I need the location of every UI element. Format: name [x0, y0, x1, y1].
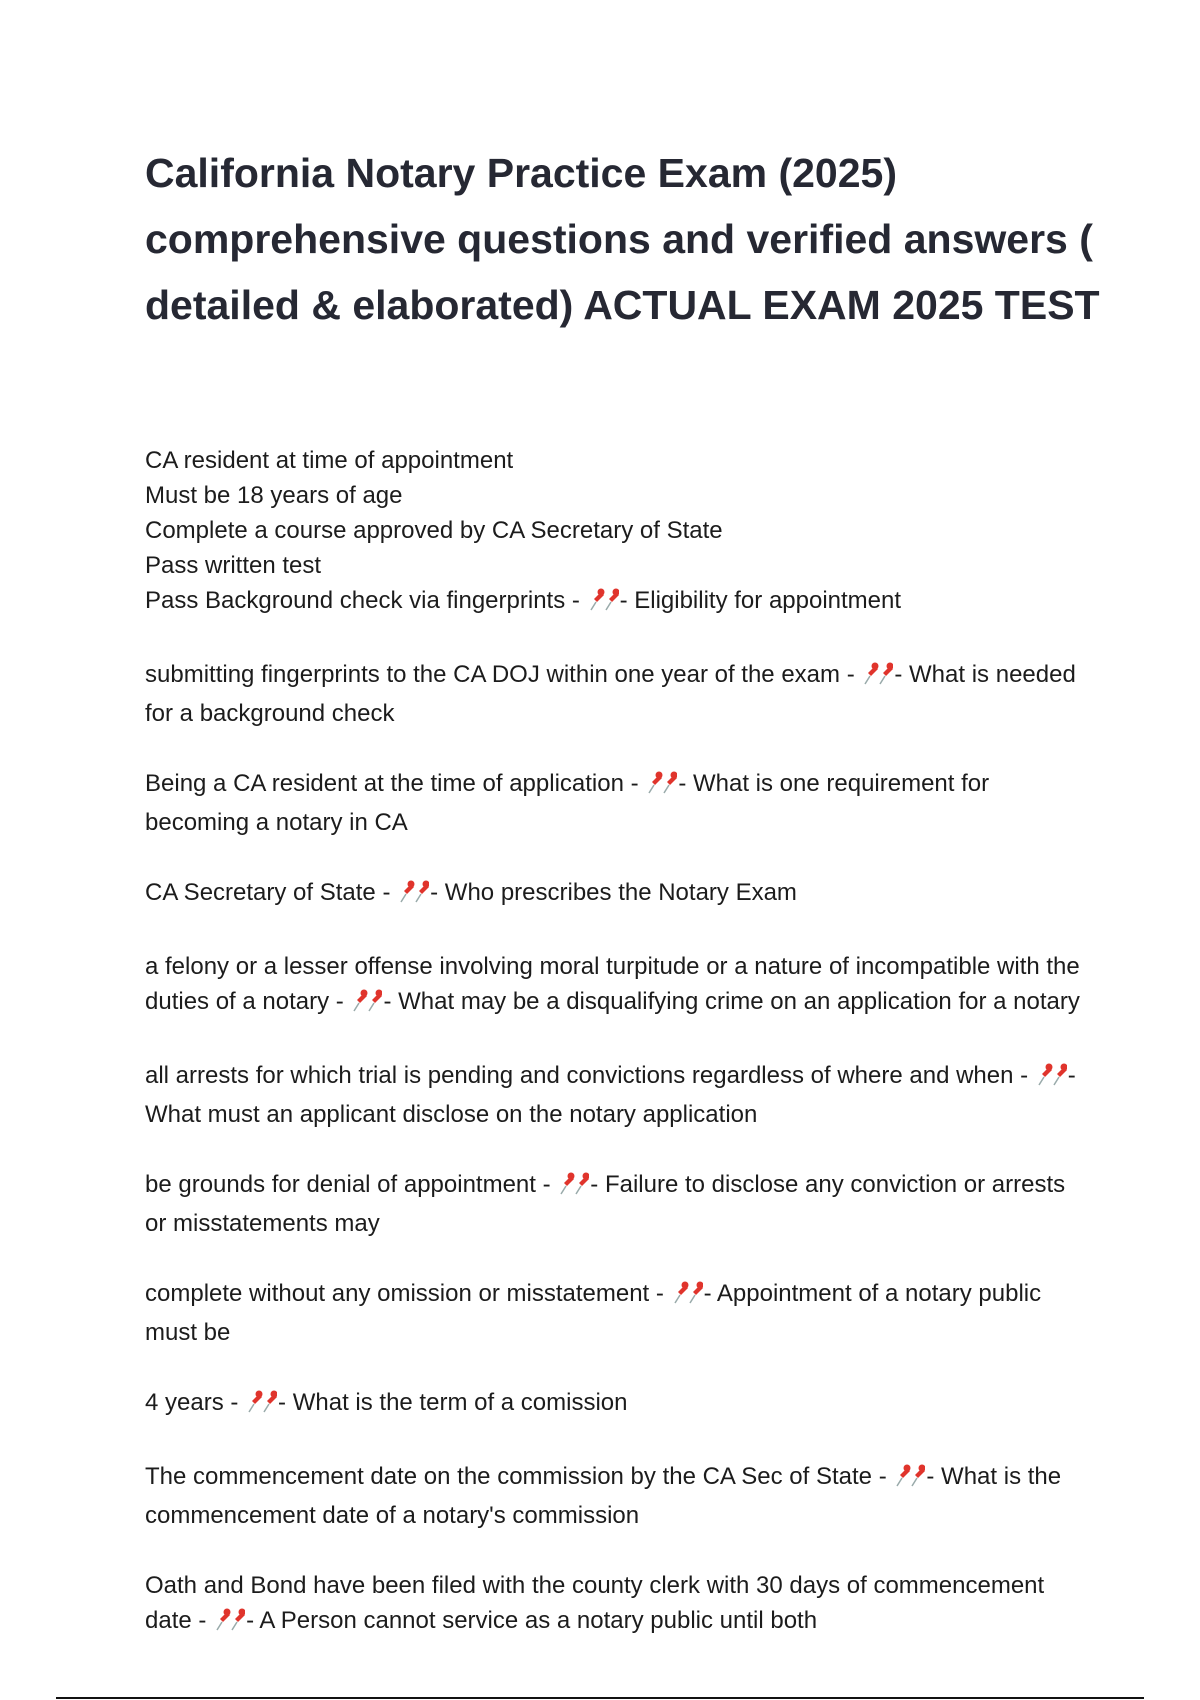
qa-item — [145, 1385, 1090, 1424]
answer-text: 4 years — [145, 1389, 224, 1416]
pushpin-icon — [247, 1388, 277, 1424]
qa-item — [145, 1276, 1090, 1350]
separator: - — [430, 879, 439, 906]
question-text: Appointment of a notary public must be — [145, 1280, 1042, 1346]
answer-text: Being a CA resident at the time of application — [145, 770, 624, 797]
qa-item — [145, 1568, 1090, 1642]
answer-text: a felony or a lesser offense involving moral turpitude or a nature of incompatible with the duties of a notary — [145, 953, 1080, 1015]
separator: - — [703, 1280, 712, 1307]
pushpin-icon — [352, 987, 382, 1023]
qa-item — [145, 1167, 1090, 1241]
question-text: A Person cannot service as a notary public until both — [259, 1607, 818, 1634]
answer-text: CA resident at time of appointment Must be 18 years of age Complete a course approved by CA Secretary of State Pass written test Pass Background check via fingerprints — [145, 447, 723, 614]
pushpin-icon — [647, 769, 677, 805]
separator: - — [619, 587, 628, 614]
question-text: Who prescribes the Notary Exam — [444, 879, 797, 906]
pushpin-icon — [1037, 1061, 1067, 1097]
answer-text: submitting fingerprints to the CA DOJ within one year of the exam — [145, 661, 841, 688]
separator: - — [590, 1171, 599, 1198]
pushpin-icon — [399, 878, 429, 914]
separator: - — [278, 1389, 287, 1416]
question-text: What is one requirement for becoming a notary in CA — [145, 770, 990, 836]
question-text: Failure to disclose any conviction or arrests or misstatements may — [145, 1171, 1066, 1237]
question-text: What is the term of a comission — [292, 1389, 628, 1416]
pushpin-icon — [589, 586, 619, 622]
separator: - — [382, 879, 391, 906]
qa-item — [145, 875, 1090, 914]
separator: - — [878, 1463, 887, 1490]
question-text: What is needed for a background check — [145, 661, 1076, 727]
separator: - — [1067, 1062, 1076, 1089]
separator: - — [198, 1607, 207, 1634]
separator: - — [894, 661, 903, 688]
qa-item — [145, 949, 1090, 1023]
pushpin-icon — [559, 1170, 589, 1206]
separator: - — [383, 988, 392, 1015]
separator: - — [246, 1607, 255, 1634]
separator: - — [1020, 1062, 1029, 1089]
separator: - — [335, 988, 344, 1015]
separator: - — [846, 661, 855, 688]
separator: - — [571, 587, 580, 614]
qa-item — [145, 1058, 1090, 1132]
qa-item — [145, 657, 1090, 731]
pushpin-icon — [215, 1606, 245, 1642]
separator: - — [926, 1463, 935, 1490]
document-title: California Notary Practice Exam (2025) comprehensive questions and verified answers ( detailed & elaborated) ACTUAL EXAM 2025 TEST — [145, 150, 1100, 328]
answer-text: Oath and Bond have been filed with the county clerk with 30 days of commencement date — [145, 1572, 1045, 1634]
separator: - — [655, 1280, 664, 1307]
answer-text: The commencement date on the commission by the CA Sec of State — [145, 1463, 873, 1490]
pushpin-icon — [673, 1279, 703, 1315]
separator: - — [630, 770, 639, 797]
answer-text: complete without any omission or misstatement — [145, 1280, 650, 1307]
qa-item — [145, 766, 1090, 840]
qa-item — [145, 1459, 1090, 1533]
qa-item — [145, 443, 1090, 622]
qa-list — [145, 443, 1090, 1677]
separator: - — [678, 770, 687, 797]
pushpin-icon — [863, 660, 893, 696]
separator: - — [230, 1389, 239, 1416]
question-text: What must an applicant disclose on the notary application — [145, 1101, 758, 1128]
answer-text: CA Secretary of State — [145, 879, 376, 906]
page-divider — [56, 1697, 1144, 1699]
separator: - — [542, 1171, 551, 1198]
question-text: What is the commencement date of a notary's commission — [145, 1463, 1062, 1529]
pushpin-icon — [895, 1462, 925, 1498]
question-text: Eligibility for appointment — [634, 587, 902, 614]
question-text: What may be a disqualifying crime on an application for a notary — [398, 988, 1080, 1015]
answer-text: all arrests for which trial is pending and convictions regardless of where and when — [145, 1062, 1014, 1089]
answer-text: be grounds for denial of appointment — [145, 1171, 536, 1198]
